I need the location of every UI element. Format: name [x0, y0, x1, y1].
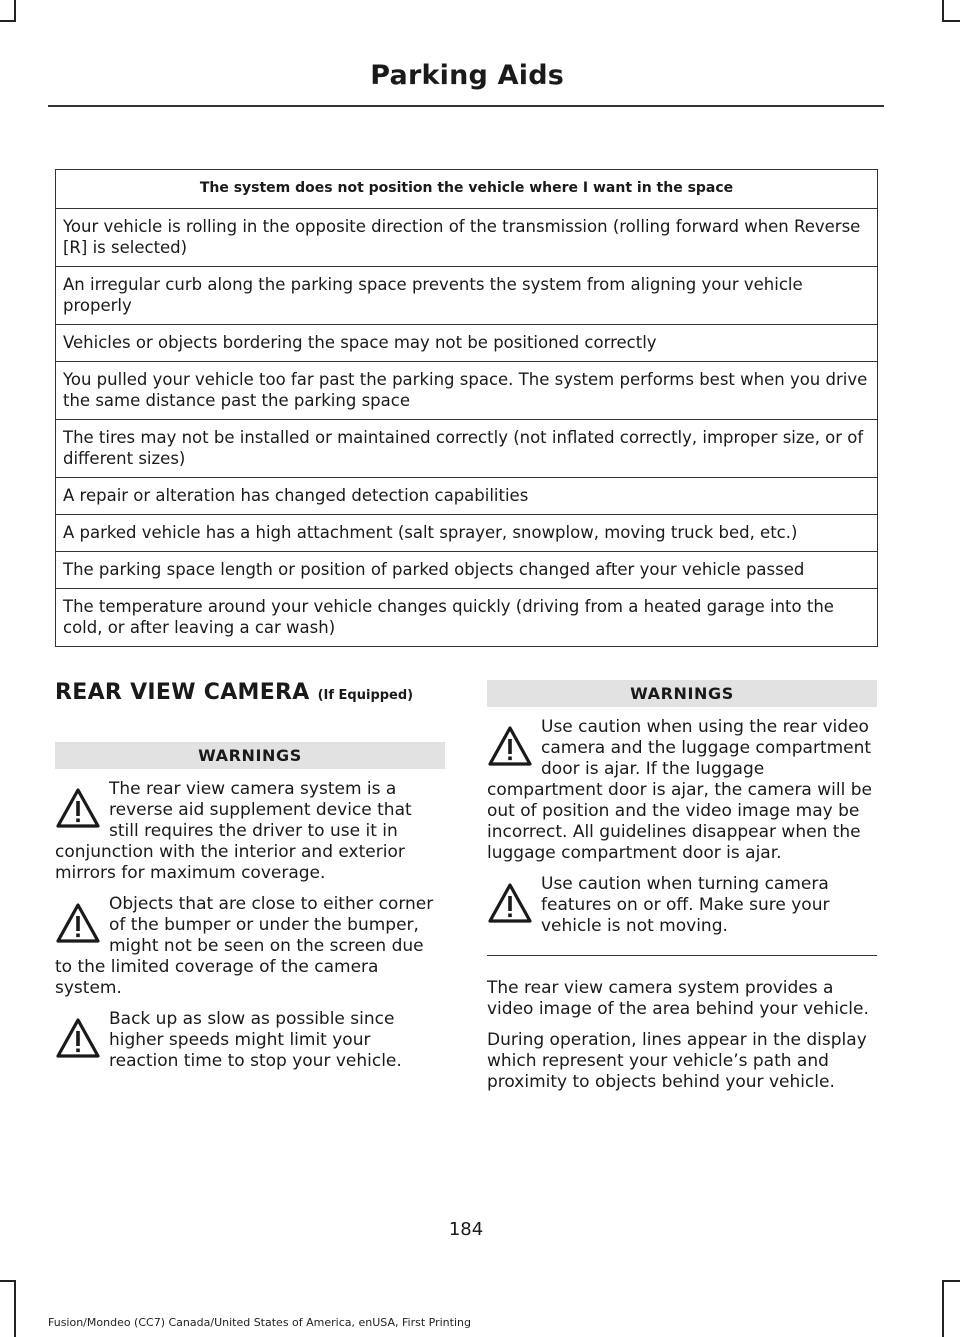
table-cell: The parking space length or position of parked objects changed after your vehicle passed — [56, 552, 878, 589]
troubleshooting-table — [55, 169, 878, 647]
table-row — [56, 209, 878, 267]
warnings-label: WARNINGS — [487, 680, 877, 707]
warning-triangle-icon — [487, 725, 533, 767]
warning-text: Use caution when turning camera features on or off. Make sure your vehicle is not moving. — [541, 874, 830, 936]
footer-text: Fusion/Mondeo (CC7) Canada/United States of America, enUSA, First Printing — [48, 1316, 471, 1329]
table-cell: A parked vehicle has a high attachment (salt sprayer, snowplow, moving truck bed, etc.) — [56, 515, 878, 552]
right-column — [487, 680, 877, 1093]
warning-text: Use caution when using the rear video camera and the luggage compartment door is ajar. If the luggage compartment door is ajar, the camera will be out of position and the video image may be incorrect. All guidelines disappear when the luggage compartment door is ajar. — [487, 717, 872, 863]
warning-item — [55, 894, 445, 999]
crop-mark — [942, 1280, 960, 1282]
table-cell: Vehicles or objects bordering the space may not be positioned correctly — [56, 325, 878, 362]
warning-triangle-icon — [55, 787, 101, 829]
table-row — [56, 589, 878, 647]
warning-item — [55, 779, 445, 884]
section-qualifier: (If Equipped) — [317, 688, 414, 703]
page-number: 184 — [448, 1219, 484, 1240]
page-title: Parking Aids — [370, 60, 564, 91]
table-cell: A repair or alteration has changed detection capabilities — [56, 478, 878, 515]
warning-text: The rear view camera system is a reverse aid supplement device that still requires the driver to use it in conjunction with the interior and exterior mirrors for maximum coverage. — [55, 779, 412, 883]
warning-text: Back up as slow as possible since higher speeds might limit your reaction time to stop your vehicle. — [109, 1009, 402, 1071]
table-row — [56, 478, 878, 515]
table-row — [56, 552, 878, 589]
body-paragraph: The rear view camera system provides a video image of the area behind your vehicle. — [487, 978, 869, 1019]
section-title: REAR VIEW CAMERA — [55, 680, 310, 705]
title-rule — [48, 105, 884, 107]
warnings-end-rule — [487, 955, 877, 956]
table-row — [56, 325, 878, 362]
warning-item — [55, 1009, 445, 1072]
warning-item — [487, 717, 877, 864]
table-cell: The tires may not be installed or maintained correctly (not inflated correctly, improper size, or of different sizes) — [56, 420, 878, 478]
table-cell: The temperature around your vehicle changes quickly (driving from a heated garage into the cold, or after leaving a car wash) — [56, 589, 878, 647]
warning-text: Objects that are close to either corner of the bumper or under the bumper, might not be seen on the screen due to the limited coverage of the camera system. — [55, 894, 434, 998]
table-row — [56, 515, 878, 552]
crop-mark — [14, 1280, 16, 1337]
warnings-label: WARNINGS — [55, 742, 445, 769]
body-paragraph: During operation, lines appear in the display which represent your vehicle’s path and proximity to objects behind your vehicle. — [487, 1030, 867, 1092]
crop-mark — [14, 0, 16, 22]
crop-mark — [0, 20, 16, 22]
table-heading: The system does not position the vehicle where I want in the space — [56, 170, 878, 209]
warning-item — [487, 874, 877, 937]
table-row — [56, 362, 878, 420]
table-row — [56, 267, 878, 325]
warning-triangle-icon — [487, 882, 533, 924]
table-cell: An irregular curb along the parking space prevents the system from aligning your vehicle properly — [56, 267, 878, 325]
crop-mark — [942, 20, 960, 22]
crop-mark — [942, 0, 944, 22]
table-cell: You pulled your vehicle too far past the parking space. The system performs best when you drive the same distance past the parking space — [56, 362, 878, 420]
table-row — [56, 420, 878, 478]
crop-mark — [942, 1280, 944, 1337]
crop-mark — [0, 1280, 16, 1282]
section-heading — [55, 682, 445, 706]
warning-triangle-icon — [55, 902, 101, 944]
warning-triangle-icon — [55, 1017, 101, 1059]
table-cell: Your vehicle is rolling in the opposite direction of the transmission (rolling forward when Reverse [R] is selected) — [56, 209, 878, 267]
left-column — [55, 672, 445, 1072]
